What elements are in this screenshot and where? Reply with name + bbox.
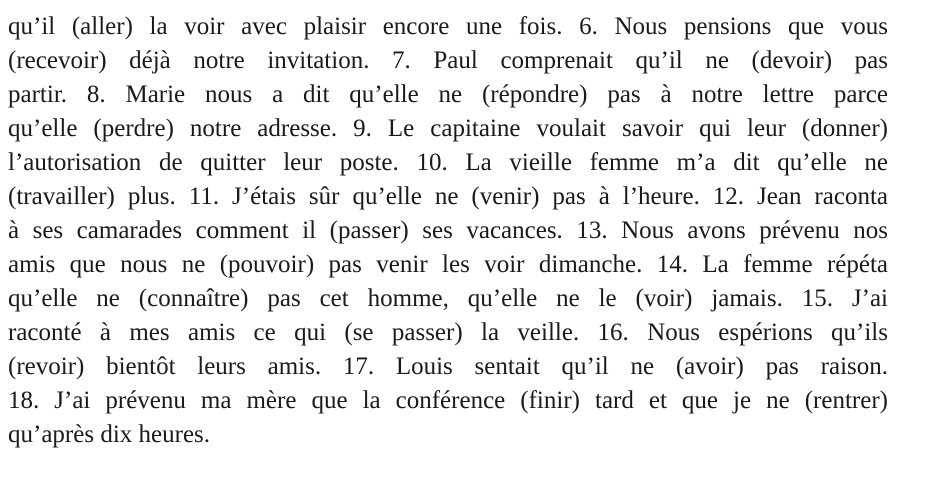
text-line: l’autorisation de quitter leur poste. 10. La vieille femme m’a dit qu’elle ne xyxy=(8,149,888,176)
exercise-text xyxy=(8,10,888,452)
text-line: qu’après dix heures. xyxy=(8,421,211,448)
text-line: qu’il (aller) la voir avec plaisir encore une fois. 6. Nous pensions que vous xyxy=(8,13,888,40)
text-line: raconté à mes amis ce qui (se passer) la veille. 16. Nous espérions qu’ils xyxy=(8,319,888,346)
text-line: (recevoir) déjà notre invitation. 7. Paul comprenait qu’il ne (devoir) pas xyxy=(8,47,888,74)
text-line: partir. 8. Marie nous a dit qu’elle ne (répondre) pas à notre lettre parce xyxy=(8,81,888,108)
text-line: à ses camarades comment il (passer) ses vacances. 13. Nous avons prévenu nos xyxy=(8,217,888,244)
text-line: (revoir) bientôt leurs amis. 17. Louis sentait qu’il ne (avoir) pas raison. xyxy=(8,353,888,380)
text-line: amis que nous ne (pouvoir) pas venir les voir dimanche. 14. La femme répéta xyxy=(8,251,888,278)
text-line: 18. J’ai prévenu ma mère que la conférence (finir) tard et que je ne (rentrer) xyxy=(8,387,888,414)
text-line: qu’elle ne (connaître) pas cet homme, qu’elle ne le (voir) jamais. 15. J’ai xyxy=(8,285,888,312)
text-line: (travailler) plus. 11. J’étais sûr qu’elle ne (venir) pas à l’heure. 12. Jean raconta xyxy=(8,183,888,210)
text-line: qu’elle (perdre) notre adresse. 9. Le capitaine voulait savoir qui leur (donner) xyxy=(8,115,888,142)
